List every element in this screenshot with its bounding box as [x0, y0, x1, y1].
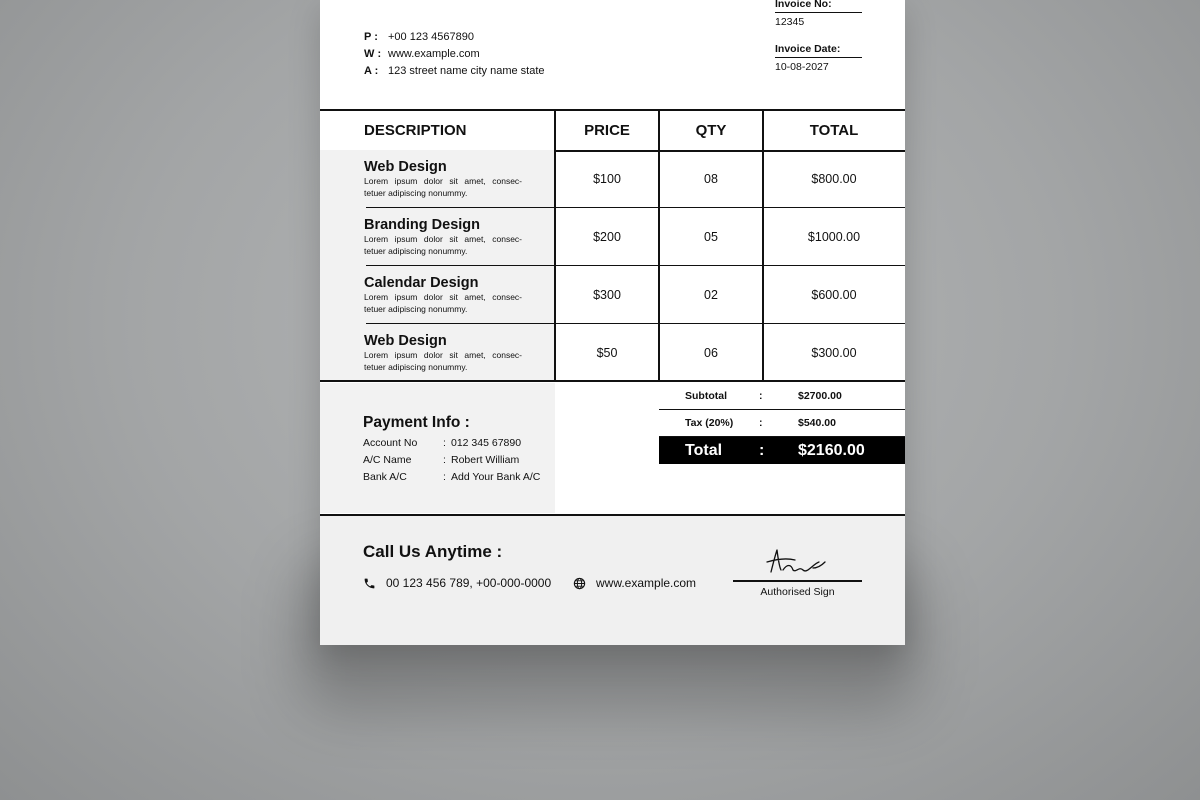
- header-price: PRICE: [584, 122, 630, 139]
- item-price: $100: [593, 172, 621, 186]
- totals-block: [659, 383, 905, 464]
- footer-phones: 00 123 456 789, +00-000-0000: [386, 576, 552, 590]
- payment-row: [363, 471, 540, 483]
- colon: :: [759, 442, 765, 459]
- item-qty: 02: [704, 288, 718, 302]
- column-divider: [762, 109, 764, 382]
- payment-key: Account No: [363, 437, 418, 449]
- payment-value: Robert William: [451, 454, 520, 466]
- payment-row: [363, 437, 521, 449]
- address-key: A :: [364, 64, 379, 77]
- tax-label: Tax (20%): [685, 417, 734, 429]
- subtotal-row: [659, 383, 905, 410]
- grand-total-row: [659, 437, 905, 464]
- line-items: [320, 150, 905, 382]
- row-divider: [320, 380, 905, 382]
- phone-icon: [363, 577, 376, 590]
- payment-value: Add Your Bank A/C: [451, 471, 541, 483]
- payment-row: [363, 454, 519, 466]
- footer: [320, 514, 905, 645]
- item-total: $800.00: [811, 172, 857, 186]
- item-qty: 05: [704, 230, 718, 244]
- invoice-date-value: 10-08-2027: [775, 61, 829, 73]
- contact-address: 123 street name city name state: [388, 64, 545, 77]
- header-total: TOTAL: [809, 122, 859, 139]
- payment-info: [320, 383, 555, 513]
- payment-key: Bank A/C: [363, 471, 407, 483]
- invoice-number-value: 12345: [775, 16, 805, 28]
- invoice-page: [320, 0, 905, 645]
- total-label: Total: [685, 442, 723, 459]
- item-text: Lorem ipsum dolor sit amet, consec-tetuer adipiscing nonummy.: [364, 176, 522, 198]
- footer-title: Call Us Anytime :: [363, 542, 503, 561]
- colon: :: [759, 417, 763, 429]
- colon: :: [443, 471, 446, 483]
- footer-web: [573, 576, 696, 590]
- column-divider: [554, 109, 556, 382]
- item-title: Branding Design: [364, 217, 481, 233]
- subtotal-value: $2700.00: [798, 390, 842, 402]
- item-qty: 08: [704, 172, 718, 186]
- invoice-date: [775, 43, 862, 73]
- colon: :: [443, 437, 446, 449]
- contact-web: www.example.com: [388, 47, 480, 60]
- item-price: $200: [593, 230, 621, 244]
- item-total: $600.00: [811, 288, 857, 302]
- item-text: Lorem ipsum dolor sit amet, consec-tetuer adipiscing nonummy.: [364, 234, 522, 256]
- table-row: [320, 324, 905, 382]
- payment-value: 012 345 67890: [451, 437, 522, 449]
- invoice-number: [775, 0, 862, 28]
- tax-row: [659, 410, 905, 437]
- footer-phone: [363, 576, 551, 590]
- item-price: $300: [593, 288, 621, 302]
- web-key: W :: [364, 47, 382, 60]
- contact-phone: +00 123 4567890: [388, 30, 474, 43]
- footer-website: www.example.com: [596, 576, 697, 590]
- item-title: Web Design: [364, 333, 447, 349]
- invoice-date-label: Invoice Date:: [775, 43, 862, 58]
- payment-title: Payment Info :: [363, 414, 470, 431]
- signature-label: Authorised Sign: [760, 586, 835, 598]
- colon: :: [443, 454, 446, 466]
- table-header: [320, 109, 905, 152]
- globe-icon: [573, 577, 586, 590]
- item-total: $1000.00: [807, 230, 861, 244]
- item-text: Lorem ipsum dolor sit amet, consec-tetuer adipiscing nonummy.: [364, 350, 522, 372]
- item-total: $300.00: [811, 346, 857, 360]
- item-price: $50: [596, 346, 618, 360]
- phone-key: P :: [364, 30, 378, 43]
- contact-block: [364, 28, 545, 79]
- colon: :: [759, 390, 763, 402]
- signature-line: [733, 580, 862, 582]
- column-divider: [658, 109, 660, 382]
- payment-key: A/C Name: [363, 454, 412, 466]
- invoice-number-label: Invoice No:: [775, 0, 862, 13]
- table-row: [320, 150, 905, 208]
- subtotal-label: Subtotal: [685, 390, 727, 402]
- item-title: Calendar Design: [364, 275, 479, 291]
- item-text: Lorem ipsum dolor sit amet, consec-tetuer adipiscing nonummy.: [364, 292, 522, 314]
- table-row: [320, 208, 905, 266]
- total-value: $2160.00: [798, 442, 865, 459]
- signature-graphic: [763, 546, 833, 578]
- table-row: [320, 266, 905, 324]
- header-description: DESCRIPTION: [364, 122, 467, 139]
- tax-value: $540.00: [798, 417, 836, 429]
- item-qty: 06: [704, 346, 718, 360]
- header-qty: QTY: [695, 122, 727, 139]
- item-title: Web Design: [364, 159, 447, 175]
